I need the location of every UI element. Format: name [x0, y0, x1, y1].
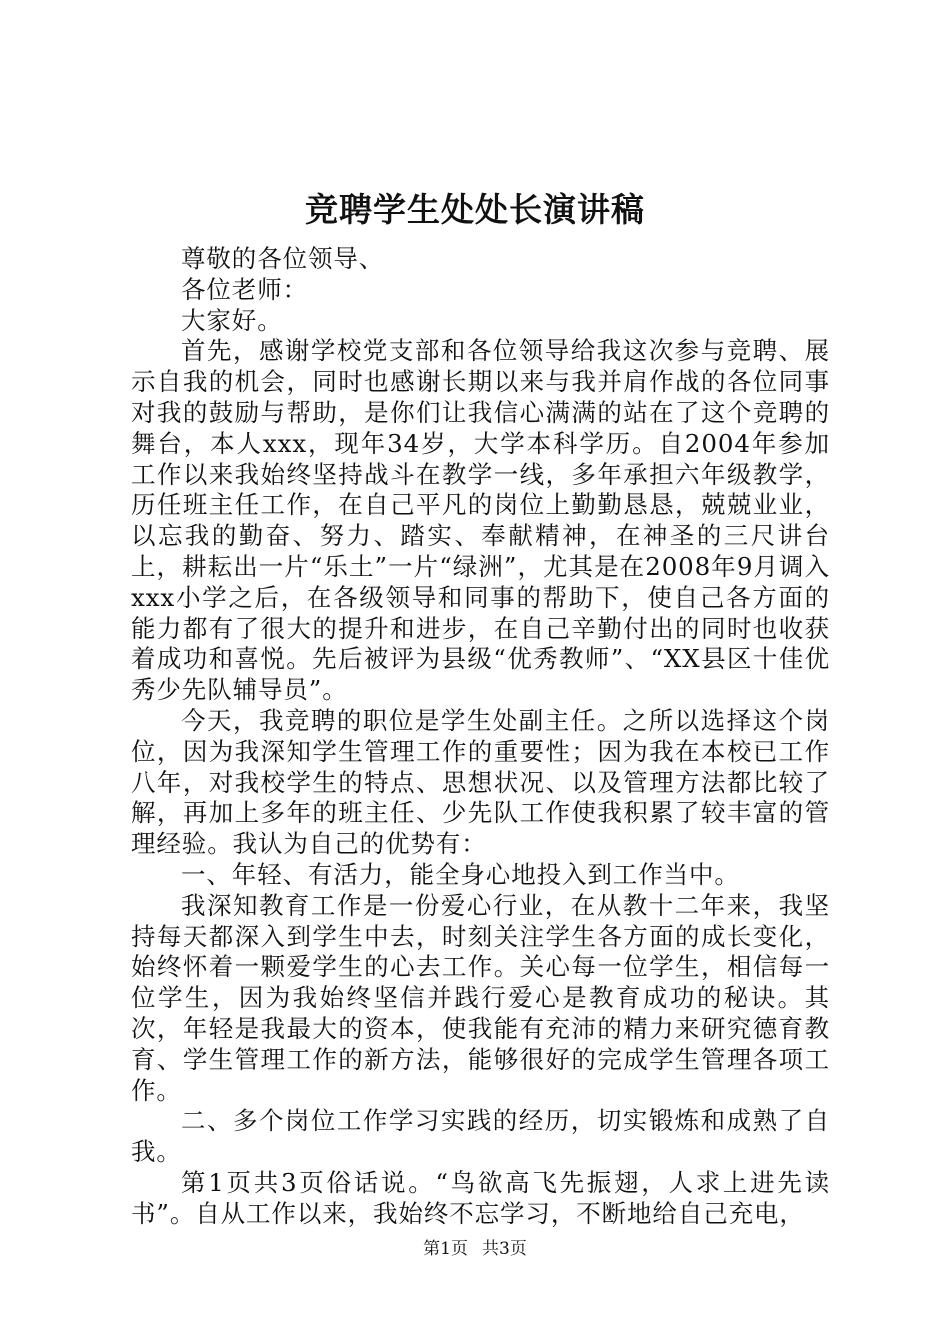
heading-advantage-one: 一、年轻、有活力，能全身心地投入到工作当中。	[181, 859, 740, 889]
document-title: 竞聘学生处处长演讲稿	[305, 190, 645, 229]
page-number-current: 第1页	[423, 1239, 468, 1259]
page-footer	[0, 1237, 950, 1261]
paragraph-advantage-one: 我深知教育工作是一份爱心行业，在从教十二年来，我坚持每天都深入到学生中去，时刻关注学生各方面的成长变化，始终怀着一颗爱学生的心去工作。关心每一位学生，相信每一位学生，因为我始终坚信并践行爱心是教育成功的秘诀。其次，年轻是我最大的资本，使我能有充沛的精力来研究德育教育、学生管理工作的新方法，能够很好的完成学生管理各项工作。	[131, 890, 830, 1105]
salutation-teachers: 各位老师：	[181, 274, 308, 304]
greeting: 大家好。	[181, 305, 283, 335]
salutation-leaders: 尊敬的各位领导、	[181, 244, 385, 273]
paragraph-position: 今天，我竞聘的职位是学生处副主任。之所以选择这个岗位，因为我深知学生管理工作的重要性；因为我在本校已工作八年，对我校学生的特点、思想状况、以及管理方法都比较了解，再加上多年的班主任、少先队工作使我积累了较丰富的管理经验。我认为自己的优势有：	[131, 705, 830, 859]
paragraph-introduction: 首先，感谢学校党支部和各位领导给我这次参与竞聘、展示自我的机会，同时也感谢长期以来与我并肩作战的各位同事对我的鼓励与帮助，是你们让我信心满满的站在了这个竞聘的舞台，本人xxx，现年34岁，大学本科学历。自2004年参加工作以来我始终坚持战斗在教学一线，多年承担六年级教学，历任班主任工作，在自己平凡的岗位上勤勤恳恳，兢兢业业，以忘我的勤奋、努力、踏实、奉献精神，在神圣的三尺讲台上，耕耘出一片“乐土”一片“绿洲”，尤其是在2008年9月调入xxx小学之后，在各级领导和同事的帮助下，使自己各方面的能力都有了很大的提升和进步，在自己辛勤付出的同时也收获着成功和喜悦。先后被评为县级“优秀教师”、“XX县区十佳优秀少先队辅导员”。	[131, 336, 830, 705]
page-number-total: 共3页	[482, 1239, 527, 1259]
document-body	[131, 244, 830, 1230]
paragraph-advantage-two: 第1页共3页俗话说。“鸟欲高飞先振翅，人求上进先读书”。自从工作以来，我始终不忘学习，不断地给自己充电，	[131, 1167, 830, 1228]
heading-advantage-two: 二、多个岗位工作学习实践的经历，切实锻炼和成熟了自我。	[131, 1106, 830, 1167]
